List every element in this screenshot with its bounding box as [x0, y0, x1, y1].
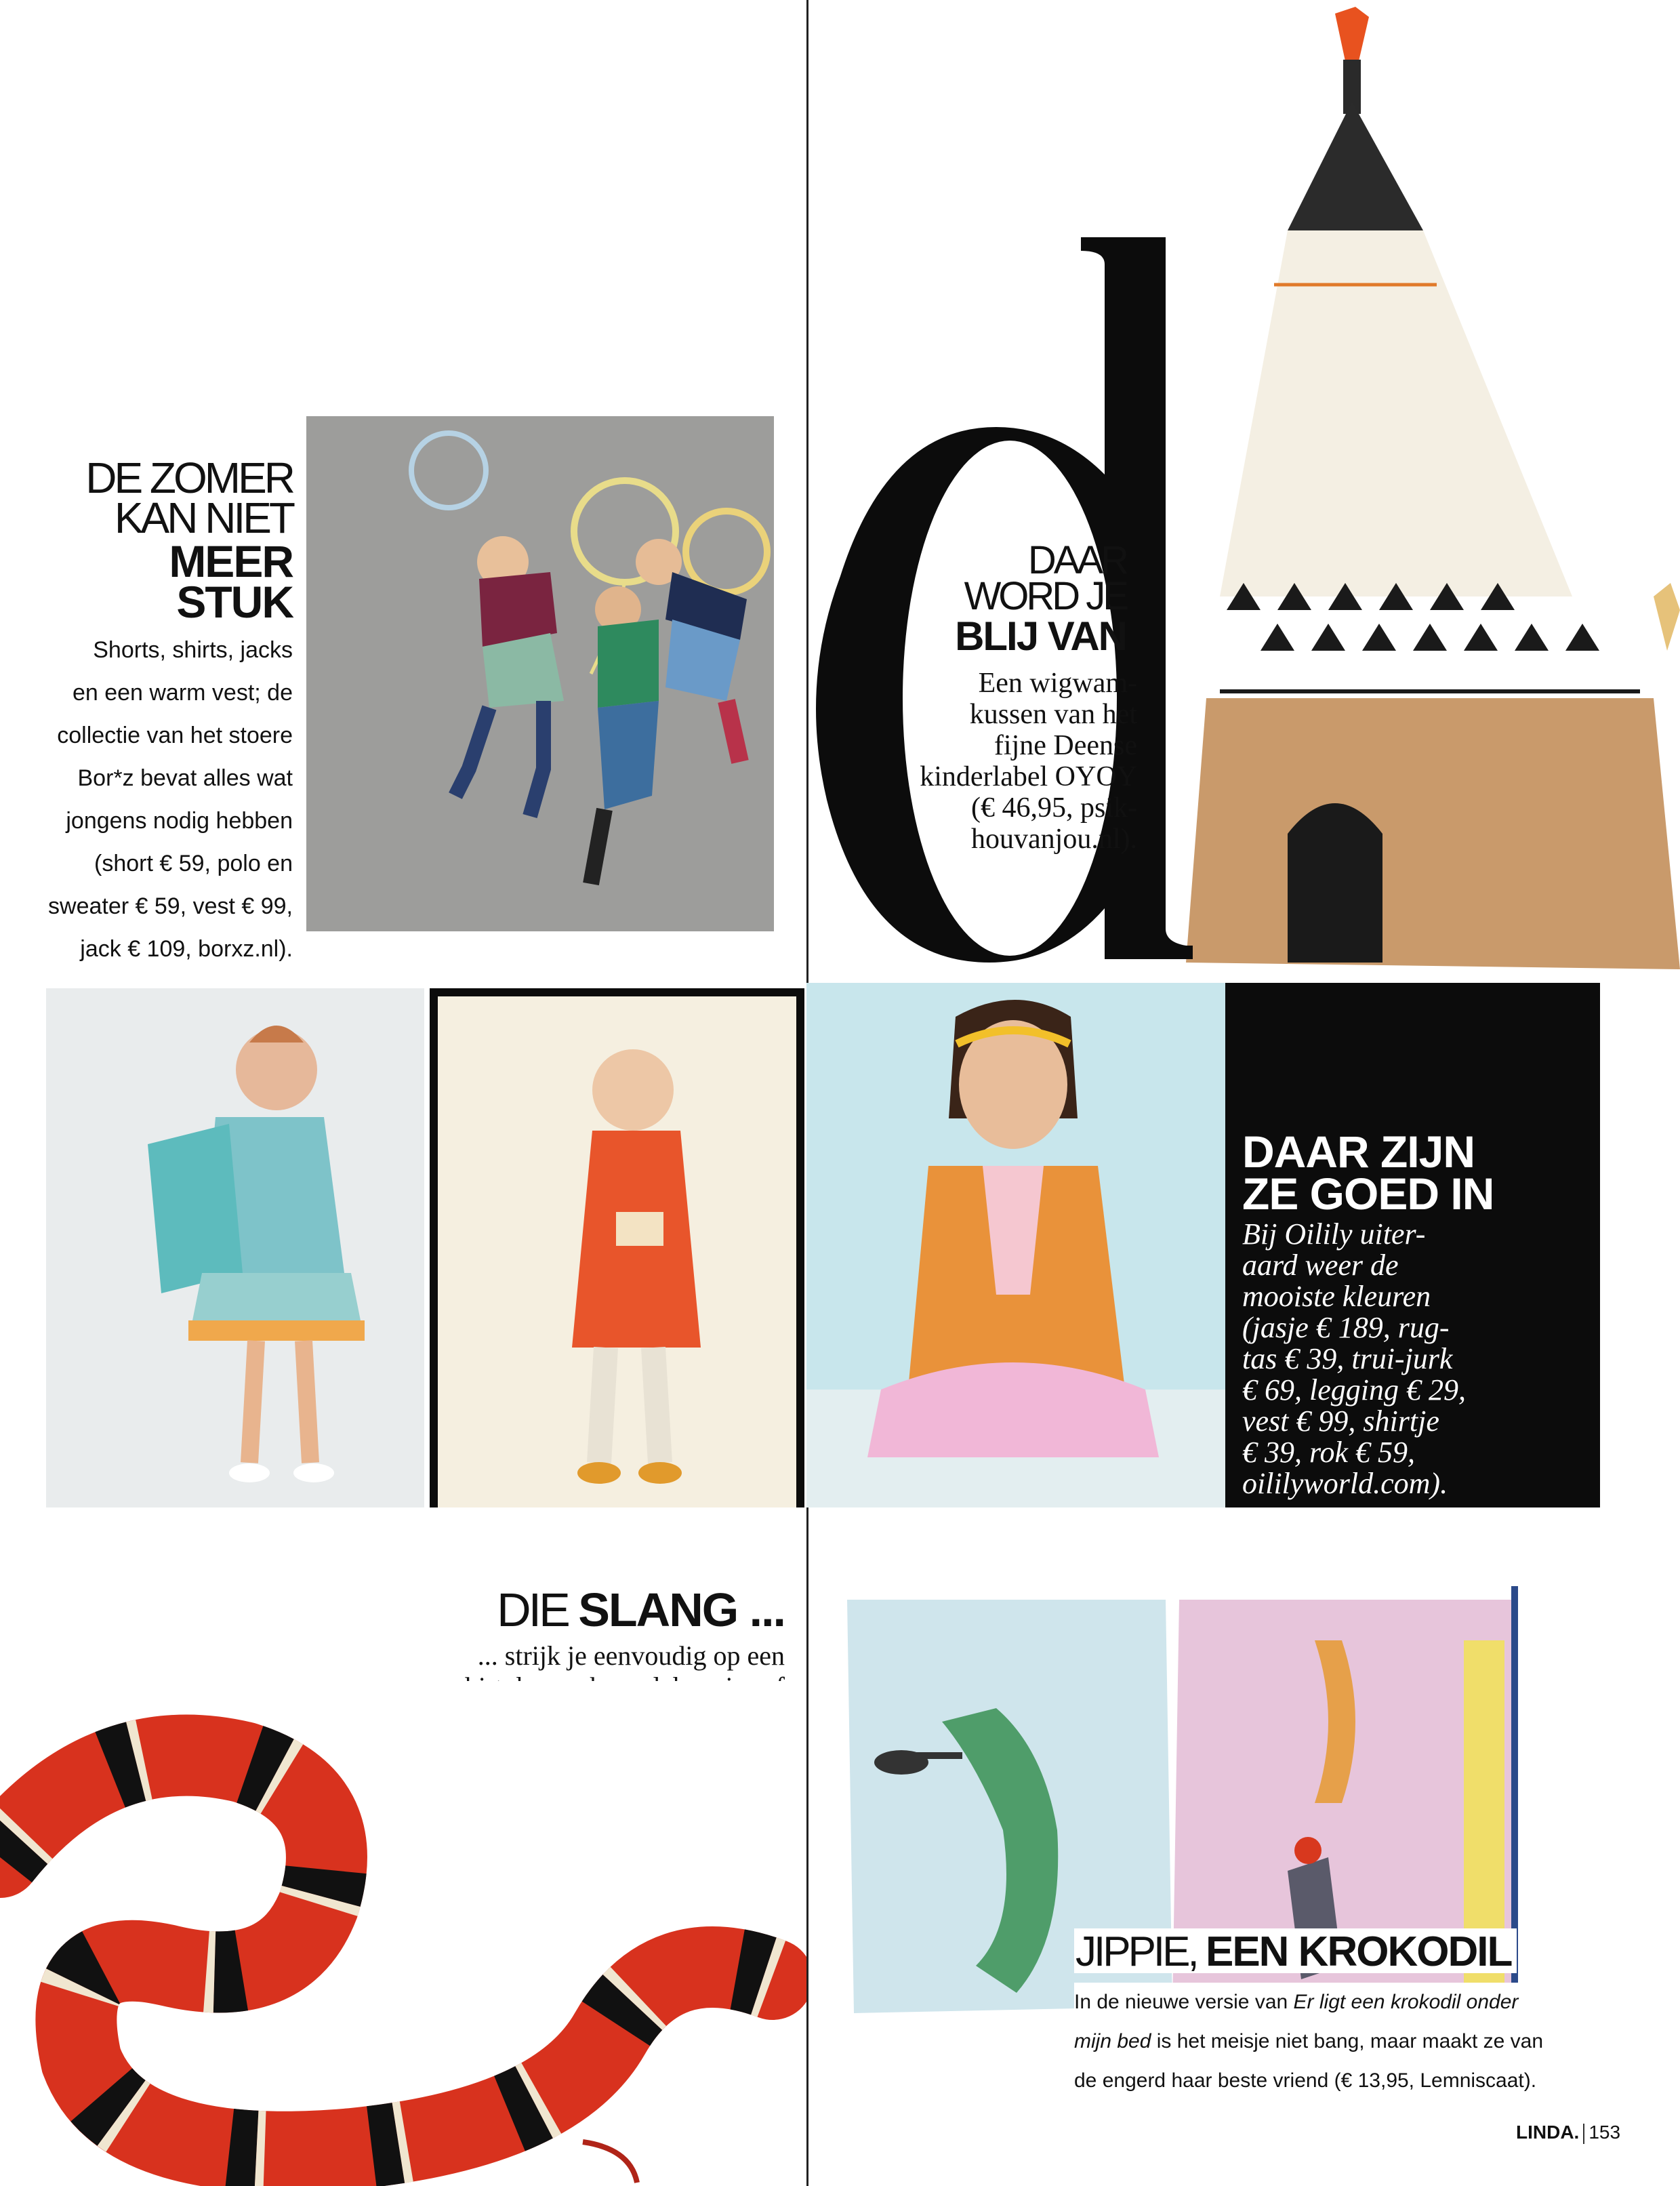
- goed-body-line: oililyworld.com).: [1242, 1467, 1448, 1500]
- zomer-body-line: sweater € 59, vest € 99,: [48, 893, 293, 919]
- zomer-head-bold-2: STUK: [176, 577, 293, 628]
- blij-head-line-1: DAAR: [1027, 538, 1126, 582]
- krokodil-heading: [1074, 1928, 1517, 1973]
- page-footer: [1516, 2122, 1620, 2144]
- krokodil-body-pre: In de nieuwe versie van: [1074, 1991, 1294, 2013]
- blij-heading: [874, 538, 1126, 659]
- girl-orange-dress-photo: [430, 988, 804, 1507]
- oilily-panel: [1225, 983, 1600, 1507]
- blij-body-line: kussen van het: [969, 699, 1137, 730]
- blij-head-line-2: WORD JE: [964, 574, 1126, 619]
- zomer-body-line: en een warm vest; de: [72, 680, 293, 706]
- zomer-body-line: Bor*z bevat alles wat: [77, 765, 293, 791]
- blij-body-line: kinderlabel OYOY: [920, 761, 1137, 792]
- zomer-head-bold-1: MEER: [169, 535, 293, 586]
- goed-body-line: aard weer de: [1242, 1249, 1399, 1282]
- goed-body: [1242, 1219, 1581, 1499]
- goed-body-line: Bij Oilily uiter-: [1242, 1217, 1426, 1251]
- krokodil-body-end: de engerd haar beste vriend (€ 13,95, Lemniscaat).: [1074, 2069, 1537, 2092]
- slang-heading: [407, 1583, 785, 1636]
- krokodil-book-title-1: Er ligt een krokodil onder: [1293, 1991, 1519, 2013]
- boys-chalk-photo: [306, 416, 774, 931]
- krokodil-body: [1074, 1983, 1616, 2101]
- zomer-body-line: jongens nodig hebben: [66, 808, 293, 834]
- goed-head-line: DAAR ZIJN: [1242, 1127, 1475, 1177]
- goed-head-line: ZE GOED IN: [1242, 1169, 1494, 1219]
- zomer-head-line-2: KAN NIET: [114, 493, 293, 542]
- footer-brand: LINDA.: [1516, 2122, 1580, 2143]
- page-divider-top: [806, 0, 808, 983]
- slang-body-line: ... strijk je eenvoudig op een: [477, 1640, 785, 1671]
- goed-body-line: tas € 39, trui-jurk: [1242, 1342, 1453, 1375]
- footer-separator: [1583, 2124, 1584, 2144]
- blij-body-line: fijne Deense: [993, 730, 1137, 761]
- girl-cardigan-photo: [806, 983, 1225, 1507]
- blij-body-line: (€ 46,95, psik-: [971, 792, 1137, 824]
- goed-body-line: mooiste kleuren: [1242, 1280, 1431, 1313]
- snake-photo: [0, 1681, 806, 2186]
- zomer-body-line: collectie van het stoere: [57, 723, 293, 748]
- krokodil-body-mid: is het meisje niet bang, maar maakt ze van: [1151, 2030, 1544, 2052]
- goed-body-line: € 39, rok € 59,: [1242, 1436, 1416, 1469]
- girl-backpack-photo: [46, 988, 424, 1507]
- goed-heading: [1242, 1127, 1494, 1219]
- zomer-body: [27, 629, 293, 971]
- krokodil-book-title-2: mijn bed: [1074, 2030, 1151, 2052]
- goed-body-line: (jasje € 189, rug-: [1242, 1311, 1450, 1344]
- krokodil-head-bold: EEN KROKODIL: [1205, 1928, 1512, 1975]
- slang-head-thin: DIE: [497, 1583, 579, 1636]
- page-divider-bottom: [806, 1507, 808, 2186]
- blij-body-line: houvanjou.nl).: [971, 824, 1137, 855]
- zomer-body-line: Shorts, shirts, jacks: [93, 637, 293, 663]
- zomer-head-line-1: DE ZOMER: [85, 453, 293, 502]
- krokodil-head-thin: JIPPIE,: [1075, 1928, 1206, 1975]
- slang-head-bold: SLANG ...: [578, 1583, 785, 1636]
- goed-body-line: vest € 99, shirtje: [1242, 1404, 1439, 1438]
- goed-body-line: € 69, legging € 29,: [1242, 1373, 1466, 1406]
- zomer-body-line: jack € 109, borxz.nl).: [80, 936, 293, 962]
- blij-head-bold: BLIJ VAN: [955, 613, 1126, 659]
- blij-body-line: Een wigwam-: [978, 668, 1137, 699]
- zomer-heading: [41, 453, 293, 628]
- zomer-body-line: (short € 59, polo en: [94, 851, 293, 876]
- page-number: 153: [1589, 2122, 1621, 2143]
- blij-body: [874, 668, 1137, 855]
